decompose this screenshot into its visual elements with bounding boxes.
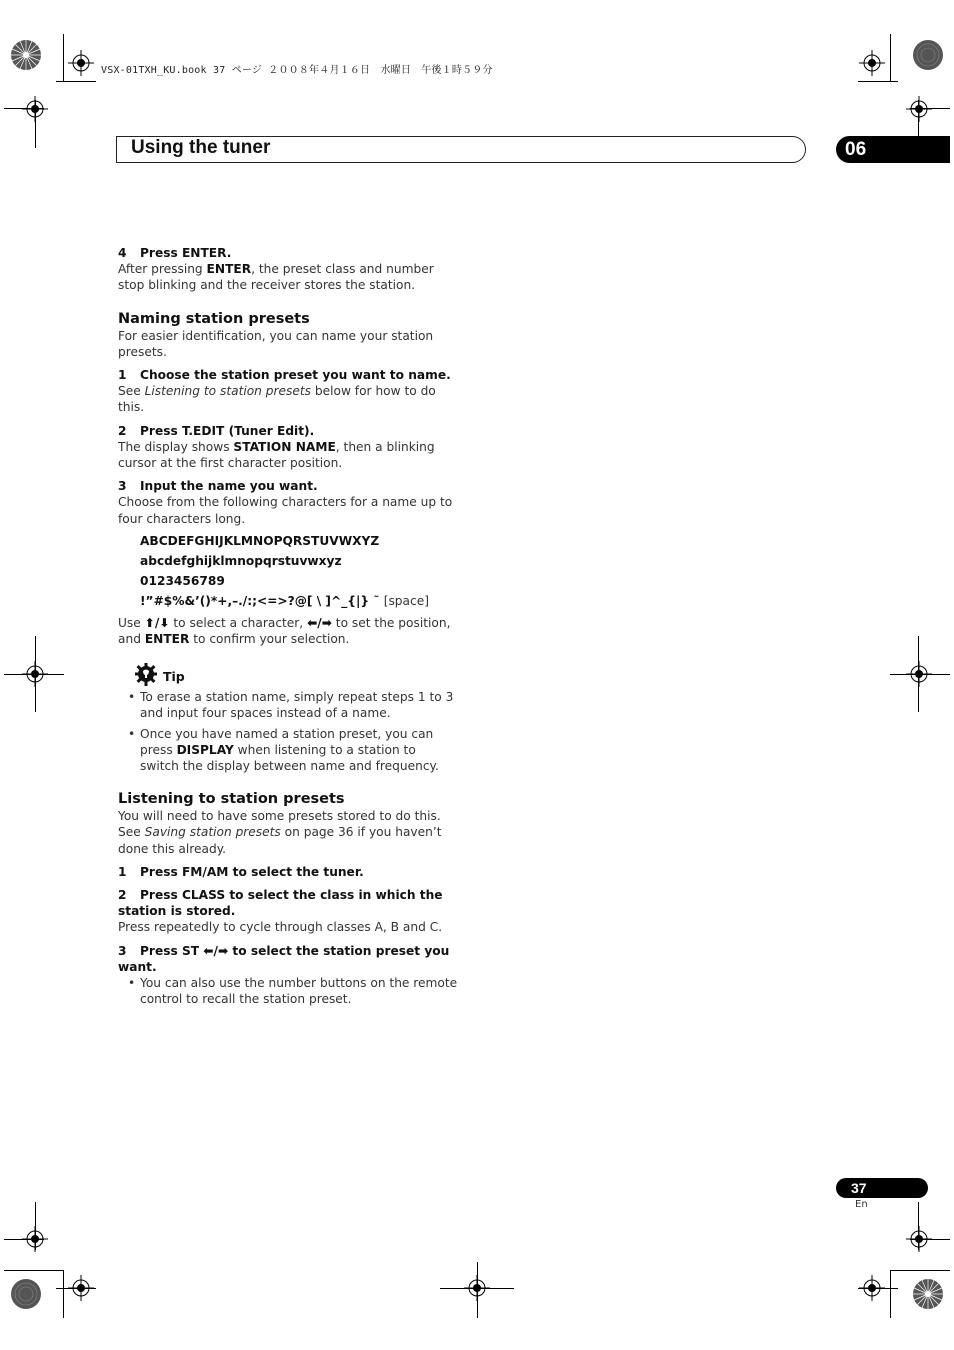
page-number-badge: 37: [836, 1178, 928, 1198]
naming-step-2-title: 2 Press T.EDIT (Tuner Edit).: [118, 423, 315, 438]
crosshair-target-icon: [906, 96, 932, 122]
list-item: • To erase a station name, simply repeat steps 1 to 3 and input four spaces instead of a name.: [118, 689, 458, 721]
charset-lowercase: abcdefghijklmnopqrstuvwxyz: [140, 553, 342, 568]
step-4-body: After pressing ENTER, the preset class and number stop blinking and the receiver stores the station.: [118, 262, 434, 293]
listening-step-1-title: 1 Press FM/AM to select the tuner.: [118, 864, 364, 879]
naming-step-2-body: The display shows STATION NAME, then a blinking cursor at the first character position.: [118, 439, 435, 471]
left-right-arrow-icon: ⬅/➡: [203, 943, 229, 958]
listening-intro: You will need to have some presets stored to do this. See Saving station presets on page 36 if you haven’t done this already.: [118, 809, 442, 856]
charset-symbols: !”#$%&’()*+,–./:;<=>?@[ \ ]^_{|} ˜ [space]: [140, 593, 429, 608]
crosshair-target-icon: [68, 50, 94, 76]
registration-wheel-icon: [911, 1277, 945, 1311]
registration-wheel-icon: [911, 38, 945, 72]
listening-step-3-title: 3 Press ST ⬅/➡ to select the station preset you want.: [118, 943, 450, 974]
step-4-title: 4 Press ENTER.: [118, 246, 232, 260]
listening-heading: Listening to station presets: [118, 791, 345, 808]
registration-wheel-icon: [9, 38, 43, 72]
cross-reference-link: Saving station presets: [144, 825, 281, 840]
left-right-arrow-icon: ⬅/➡: [307, 615, 332, 630]
up-down-arrow-icon: ⬆/⬇: [144, 615, 170, 630]
listening-step-2-title: 2 Press CLASS to select the class in which the station is stored.: [118, 888, 443, 919]
tip-header: [118, 663, 458, 689]
naming-heading: Naming station presets: [118, 310, 310, 327]
naming-step-1-body: See Listening to station presets below for how to do this.: [118, 384, 436, 415]
page-title: Using the tuner: [131, 137, 271, 158]
tip-label: Tip: [163, 669, 185, 685]
charset-digits: 0123456789: [140, 573, 225, 588]
naming-intro: For easier identification, you can name your station presets.: [118, 328, 434, 359]
page-language: En: [855, 1199, 868, 1210]
naming-step-3-title: 3 Input the name you want.: [118, 479, 318, 494]
charset-uppercase: ABCDEFGHIJKLMNOPQRSTUVWXYZ: [140, 533, 380, 548]
list-item: • Once you have named a station preset, you can press DISPLAY when listening to a station to switch the display between name and frequency.: [118, 726, 458, 775]
listening-step-2-body: Press repeatedly to cycle through classes A, B and C.: [118, 920, 443, 935]
listening-step-3-list: [118, 975, 458, 1007]
list-item: • You can also use the number buttons on the remote control to recall the station preset.: [118, 975, 458, 1007]
lightbulb-gear-icon: [134, 663, 158, 687]
registration-wheel-icon: [9, 1277, 43, 1311]
naming-use-instructions: Use ⬆/⬇ to select a character, ⬅/➡ to set the position, and ENTER to confirm your selection.: [118, 615, 451, 647]
print-meta-line: VSX-01TXH_KU.book 37 ページ ２００８年４月１６日 水曜日 午後１時５９分: [101, 65, 493, 76]
naming-step-1-title: 1 Choose the station preset you want to name.: [118, 368, 451, 383]
crosshair-target-icon: [859, 50, 885, 76]
chapter-number-badge: 06: [836, 136, 950, 163]
main-content: [118, 245, 458, 1008]
cross-reference-link: Listening to station presets: [144, 384, 312, 399]
naming-step-3-body: Choose from the following characters for a name up to four characters long.: [118, 495, 453, 526]
tip-list: [118, 689, 458, 774]
